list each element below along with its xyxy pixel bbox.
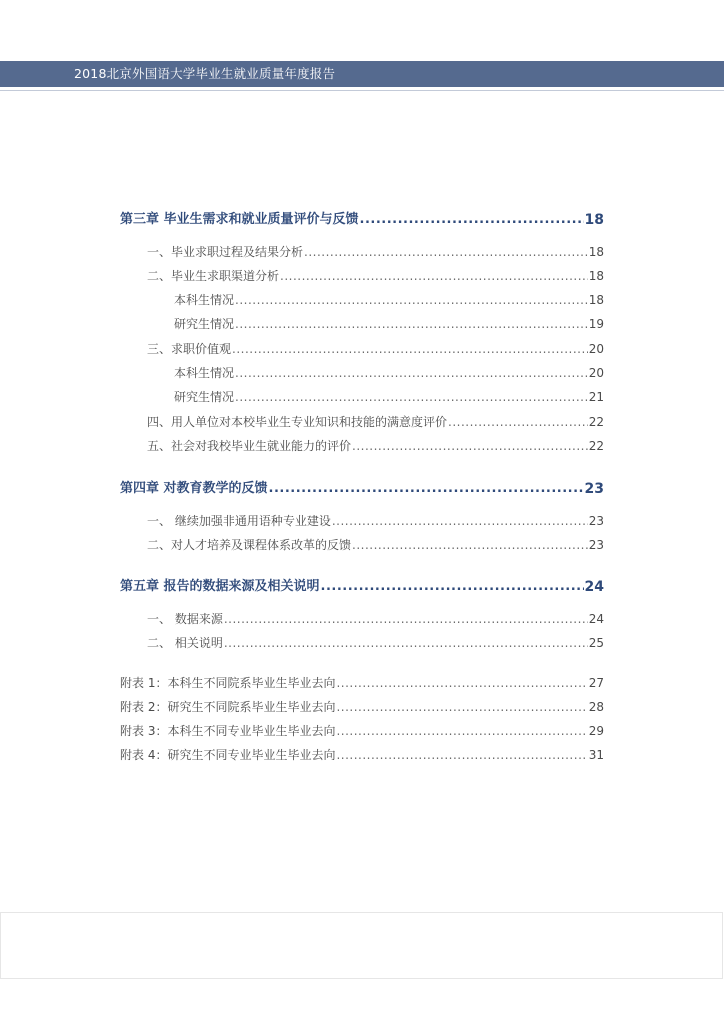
toc-entry-label: 五、社会对我校毕业生就业能力的评价 xyxy=(147,439,352,453)
toc-dot-leader xyxy=(321,578,584,596)
toc-entry-page: 22 xyxy=(588,415,604,429)
toc-dot-leader xyxy=(224,611,588,627)
toc-entry-page: 25 xyxy=(588,636,604,650)
toc-entry-label: 本科生情况 xyxy=(174,293,235,307)
toc-entry-label: 二、 相关说明 xyxy=(147,636,223,650)
toc-entry-page: 31 xyxy=(588,748,604,762)
toc-chapter-4[interactable] xyxy=(120,480,604,498)
toc-chapter-4-label: 第四章 对教育教学的反馈 xyxy=(120,481,268,496)
toc-dot-leader xyxy=(280,268,588,284)
toc-dot-leader xyxy=(448,414,588,430)
toc-entry-page: 23 xyxy=(588,514,604,528)
toc-entry-page: 18 xyxy=(588,269,604,283)
toc-dot-leader xyxy=(336,723,587,739)
toc-entry-page: 18 xyxy=(588,293,604,307)
toc-entry-5-2[interactable] xyxy=(147,635,604,651)
toc-appendix-2[interactable] xyxy=(120,699,604,715)
toc-dot-leader xyxy=(352,438,588,454)
toc-entry-page: 27 xyxy=(588,676,604,690)
toc-chapter-3-page: 18 xyxy=(584,212,604,228)
toc-entry-page: 28 xyxy=(588,700,604,714)
toc-dot-leader xyxy=(336,699,587,715)
toc-dot-leader xyxy=(235,292,588,308)
toc-appendix-1[interactable] xyxy=(120,675,604,691)
toc-entry-3-2[interactable] xyxy=(147,268,604,284)
toc-entry-label: 二、对人才培养及课程体系改革的反馈 xyxy=(147,538,352,552)
toc-entry-label: 一、 继续加强非通用语种专业建设 xyxy=(147,514,331,528)
toc-entry-4-1[interactable] xyxy=(147,513,604,529)
toc-entry-page: 22 xyxy=(588,439,604,453)
toc-entry-label: 二、毕业生求职渠道分析 xyxy=(147,269,280,283)
toc-entry-3-3-undergrad[interactable] xyxy=(174,365,604,381)
toc-appendix-3[interactable] xyxy=(120,723,604,739)
toc-entry-label: 附表 3：本科生不同专业毕业生毕业去向 xyxy=(120,724,336,738)
toc-dot-leader xyxy=(232,341,588,357)
footer-frame xyxy=(0,912,723,979)
toc-chapter-5[interactable] xyxy=(120,578,604,596)
toc-entry-label: 四、用人单位对本校毕业生专业知识和技能的满意度评价 xyxy=(147,415,448,429)
toc-dot-leader xyxy=(304,244,588,260)
toc-entry-page: 18 xyxy=(588,245,604,259)
toc-dot-leader xyxy=(336,747,587,763)
toc-dot-leader xyxy=(360,211,584,229)
toc-chapter-3[interactable] xyxy=(120,211,604,229)
toc-dot-leader xyxy=(332,513,588,529)
toc-chapter-5-page: 24 xyxy=(584,579,604,595)
toc-dot-leader xyxy=(235,389,588,405)
toc-entry-label: 一、毕业求职过程及结果分析 xyxy=(147,245,304,259)
toc-entry-label: 三、求职价值观 xyxy=(147,342,232,356)
toc-dot-leader xyxy=(336,675,587,691)
toc-chapter-5-label: 第五章 报告的数据来源及相关说明 xyxy=(120,579,320,594)
toc-entry-label: 一、 数据来源 xyxy=(147,612,223,626)
toc-entry-3-2-undergrad[interactable] xyxy=(174,292,604,308)
toc-dot-leader xyxy=(235,365,588,381)
toc-appendix-4[interactable] xyxy=(120,747,604,763)
toc-entry-page: 20 xyxy=(588,342,604,356)
document-title: 2018北京外国语大学毕业生就业质量年度报告 xyxy=(74,66,336,81)
toc-dot-leader xyxy=(224,635,588,651)
toc-entry-label: 本科生情况 xyxy=(174,366,235,380)
toc-entry-label: 附表 2：研究生不同院系毕业生毕业去向 xyxy=(120,700,336,714)
toc-entry-3-5[interactable] xyxy=(147,438,604,454)
toc-entry-3-3[interactable] xyxy=(147,341,604,357)
toc-entry-page: 20 xyxy=(588,366,604,380)
toc-dot-leader xyxy=(235,316,588,332)
toc-dot-leader xyxy=(269,480,584,498)
toc-entry-page: 23 xyxy=(588,538,604,552)
toc-entry-3-4[interactable] xyxy=(147,414,604,430)
toc-chapter-3-label: 第三章 毕业生需求和就业质量评价与反馈 xyxy=(120,212,359,227)
toc-dot-leader xyxy=(352,537,588,553)
toc-chapter-4-page: 23 xyxy=(584,481,604,497)
toc-entry-3-2-grad[interactable] xyxy=(174,316,604,332)
toc-entry-page: 19 xyxy=(588,317,604,331)
toc-entry-page: 24 xyxy=(588,612,604,626)
toc-entry-label: 附表 4：研究生不同专业毕业生毕业去向 xyxy=(120,748,336,762)
toc-entry-page: 21 xyxy=(588,390,604,404)
toc-entry-5-1[interactable] xyxy=(147,611,604,627)
toc-entry-3-1[interactable] xyxy=(147,244,604,260)
toc-entry-3-3-grad[interactable] xyxy=(174,389,604,405)
toc-entry-label: 研究生情况 xyxy=(174,317,235,331)
toc-entry-label: 研究生情况 xyxy=(174,390,235,404)
toc-entry-page: 29 xyxy=(588,724,604,738)
toc-entry-4-2[interactable] xyxy=(147,537,604,553)
toc-entry-label: 附表 1：本科生不同院系毕业生毕业去向 xyxy=(120,676,336,690)
